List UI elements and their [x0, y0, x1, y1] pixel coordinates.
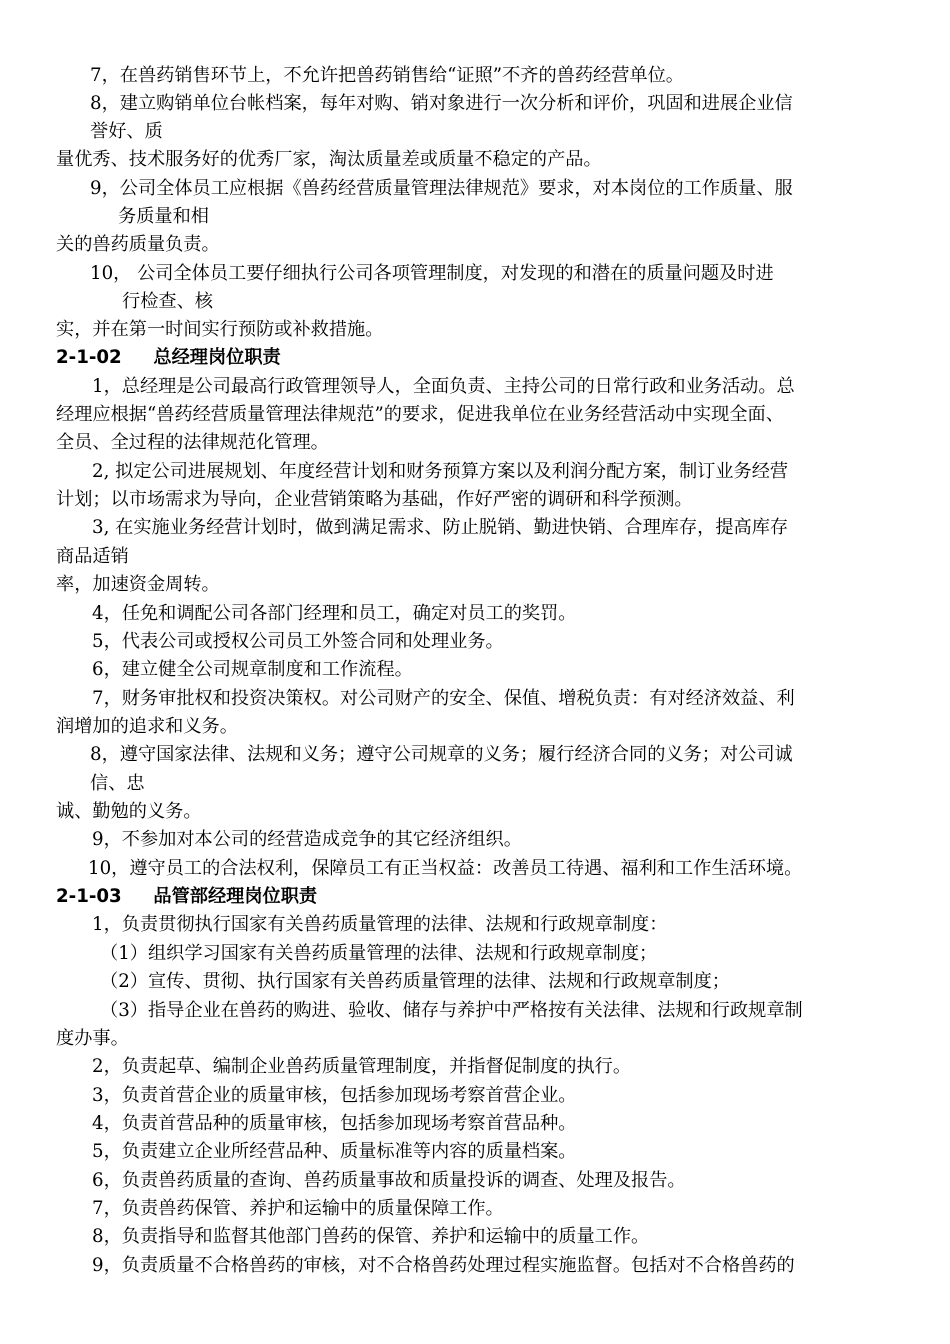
text-line: 7，在兽药销售环节上，不允许把兽药销售给“证照”不齐的兽药经营单位。: [90, 65, 684, 86]
text-line: 1，总经理是公司最高行政管理领导人，全面负责、主持公司的日常行政和业务活动。总: [92, 376, 795, 397]
text-line: 信、忠: [90, 773, 145, 794]
text-line: 实，并在第一时间实行预防或补救措施。: [56, 319, 384, 340]
text-line: 8，遵守国家法律、法规和义务；遵守公司规章的义务；履行经济合同的义务；对公司诚: [90, 744, 793, 765]
text-line: 7，财务审批权和投资决策权。对公司财产的安全、保值、增税负责：有对经济效益、利: [92, 688, 795, 709]
section-heading: 2-1-02 总经理岗位职责: [56, 347, 281, 368]
section-heading: 2-1-03 品管部经理岗位职责: [56, 886, 318, 907]
text-line: 9，负责质量不合格兽药的审核，对不合格兽药处理过程实施监督。包括对不合格兽药的: [92, 1255, 795, 1276]
text-line: 1，负责贯彻执行国家有关兽药质量管理的法律、法规和行政规章制度：: [92, 914, 668, 935]
text-line: 3，负责首营企业的质量审核，包括参加现场考察首营企业。: [92, 1085, 577, 1106]
text-line: 率，加速资金周转。: [56, 574, 220, 595]
text-line: 诚、勤勉的义务。: [56, 801, 202, 822]
text-line: （3）指导企业在兽药的购进、验收、储存与养护中严格按有关法律、法规和行政规章制: [100, 1000, 803, 1021]
text-line: 7，负责兽药保管、养护和运输中的质量保障工作。: [92, 1198, 504, 1219]
text-line: （2）宣传、贯彻、执行国家有关兽药质量管理的法律、法规和行政规章制度；: [100, 971, 730, 992]
text-line: 润增加的追求和义务。: [56, 716, 238, 737]
text-line: 9，不参加对本公司的经营造成竞争的其它经济组织。: [92, 829, 522, 850]
text-line: 务质量和相: [118, 206, 209, 227]
text-line: 8，负责指导和监督其他部门兽药的保管、养护和运输中的质量工作。: [92, 1226, 650, 1247]
text-line: 行检查、核: [122, 291, 213, 312]
text-line: 关的兽药质量负责。: [56, 234, 220, 255]
text-line: 经理应根据“兽药经营质量管理法律规范”的要求，促进我单位在业务经营活动中实现全面、: [56, 404, 784, 425]
text-line: 10，遵守员工的合法权利，保障员工有正当权益：改善员工待遇、福利和工作生活环境。: [88, 858, 803, 879]
text-line: 商品适销: [56, 546, 129, 567]
text-line: 量优秀、技术服务好的优秀厂家，淘汰质量差或质量不稳定的产品。: [56, 149, 602, 170]
text-line: 2，负责起草、编制企业兽药质量管理制度，并指督促制度的执行。: [92, 1056, 632, 1077]
text-line: 4，任免和调配公司各部门经理和员工，确定对员工的奖罚。: [92, 603, 577, 624]
text-line: 9，公司全体员工应根据《兽药经营质量管理法律规范》要求，对本岗位的工作质量、服: [90, 178, 793, 199]
text-line: 8，建立购销单位台帐档案，每年对购、销对象进行一次分析和评价，巩固和进展企业信: [90, 93, 793, 114]
text-line: 5，代表公司或授权公司员工外签合同和处理业务。: [92, 631, 504, 652]
text-line: （1）组织学习国家有关兽药质量管理的法律、法规和行政规章制度；: [100, 943, 658, 964]
text-line: 5，负责建立企业所经营品种、质量标准等内容的质量档案。: [92, 1141, 577, 1162]
text-line: 度办事。: [56, 1028, 129, 1049]
text-line: 6，负责兽药质量的查询、兽药质量事故和质量投诉的调查、处理及报告。: [92, 1170, 686, 1191]
text-line: 4，负责首营品种的质量审核，包括参加现场考察首营品种。: [92, 1113, 577, 1134]
text-line: 誉好、质: [90, 121, 163, 142]
text-line: 全员、全过程的法律规范化管理。: [56, 432, 329, 453]
text-line: 6，建立健全公司规章制度和工作流程。: [92, 659, 413, 680]
text-line: 2, 拟定公司进展规划、年度经营计划和财务预算方案以及利润分配方案，制订业务经营: [92, 461, 789, 482]
text-line: 计划；以市场需求为导向，企业营销策略为基础，作好严密的调研和科学预测。: [56, 489, 693, 510]
text-line: 3, 在实施业务经营计划时，做到满足需求、防止脱销、勤进快销、合理库存，提高库存: [92, 517, 789, 538]
text-line: 10， 公司全体员工要仔细执行公司各项管理制度，对发现的和潜在的质量问题及时进: [90, 263, 774, 284]
